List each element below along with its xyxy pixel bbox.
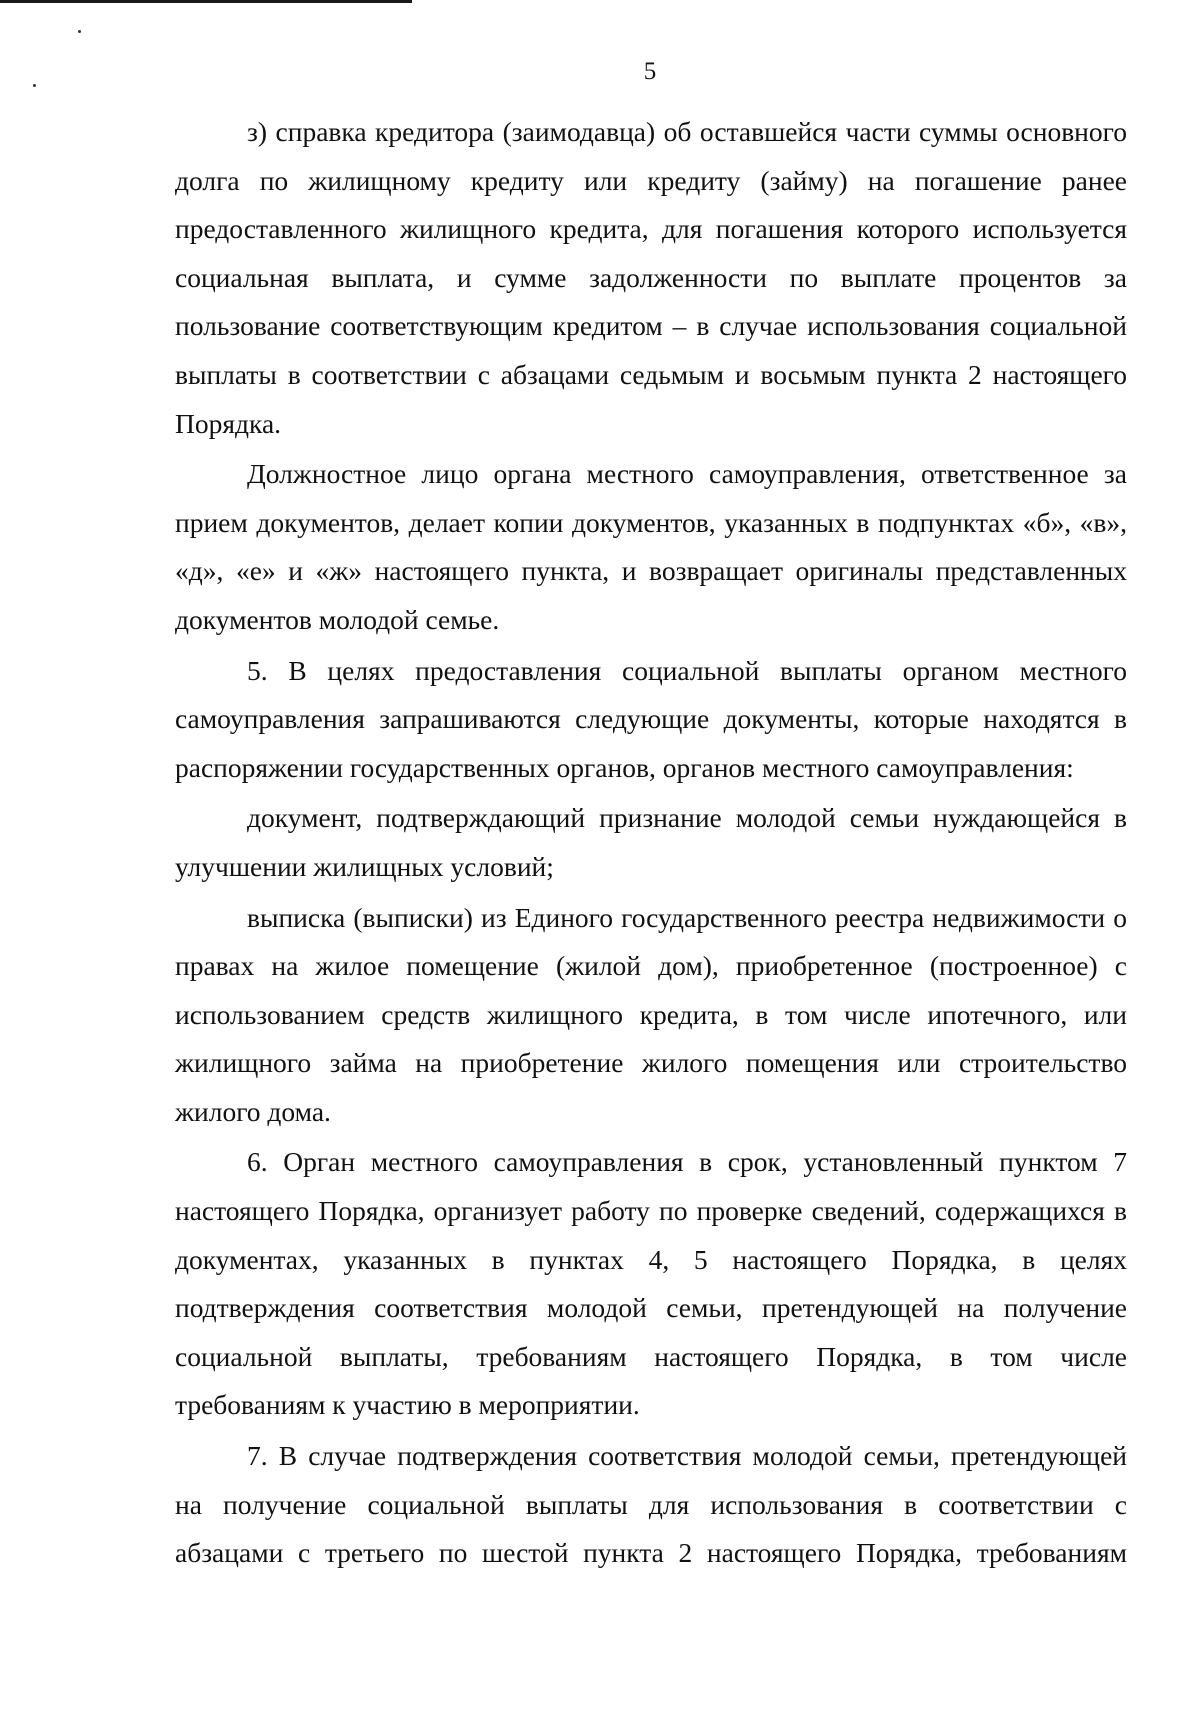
document-body — [175, 108, 1127, 1580]
scan-speck — [78, 30, 81, 33]
scan-edge-line — [0, 0, 412, 3]
paragraph-item-z: з) справка кредитора (заимодавца) об оставшейся части суммы основного долга по жилищному кредиту или кредиту (займу) на погашение ранее предоставленного жилищного кредита, для погашения которого используется социальная выплата, и сумме задолженности по выплате процентов за пользование соответствующим кредитом – в случае использования социальной выплаты в соответствии с абзацами седьмым и восьмым пункта 2 настоящего Порядка. — [175, 116, 1127, 439]
paragraph-need-document: документ, подтверждающий признание молодой семьи нуждающейся в улучшении жилищных условий; — [175, 802, 1127, 882]
paragraph-registry-extract: выписка (выписки) из Единого государственного реестра недвижимости о правах на жилое помещение (жилой дом), приобретенное (построенное) с использованием средств жилищного кредита, в том числе ипотечного, или жилищного займа на приобретение жилого помещения или строительство жилого дома. — [175, 901, 1127, 1127]
paragraph-clause-5: 5. В целях предоставления социальной выплаты органом местного самоуправления запрашиваются следующие документы, которые находятся в распоряжении государственных органов, органов местного самоуправления: — [175, 654, 1127, 783]
page-number: 5 — [643, 58, 657, 85]
paragraph-official-copies: Должностное лицо органа местного самоуправления, ответственное за прием документов, делает копии документов, указанных в подпунктах «б», «в», «д», «е» и «ж» настоящего пункта, и возвращает оригиналы представленных документов молодой семье. — [175, 458, 1127, 635]
paragraph-clause-6: 6. Орган местного самоуправления в срок, установленный пунктом 7 настоящего Порядка, организует работу по проверке сведений, содержащихся в документах, указанных в пунктах 4, 5 настоящего Порядка, в целях подтверждения соответствия молодой семьи, претендующей на получение социальной выплаты, требованиям настоящего Порядка, в том числе требованиям к участию в мероприятии. — [175, 1146, 1127, 1421]
paragraph-clause-7: 7. В случае подтверждения соответствия молодой семьи, претендующей на получение социальной выплаты для использования в соответствии с абзацами с третьего по шестой пункта 2 настоящего Порядка, требованиям — [175, 1440, 1127, 1569]
